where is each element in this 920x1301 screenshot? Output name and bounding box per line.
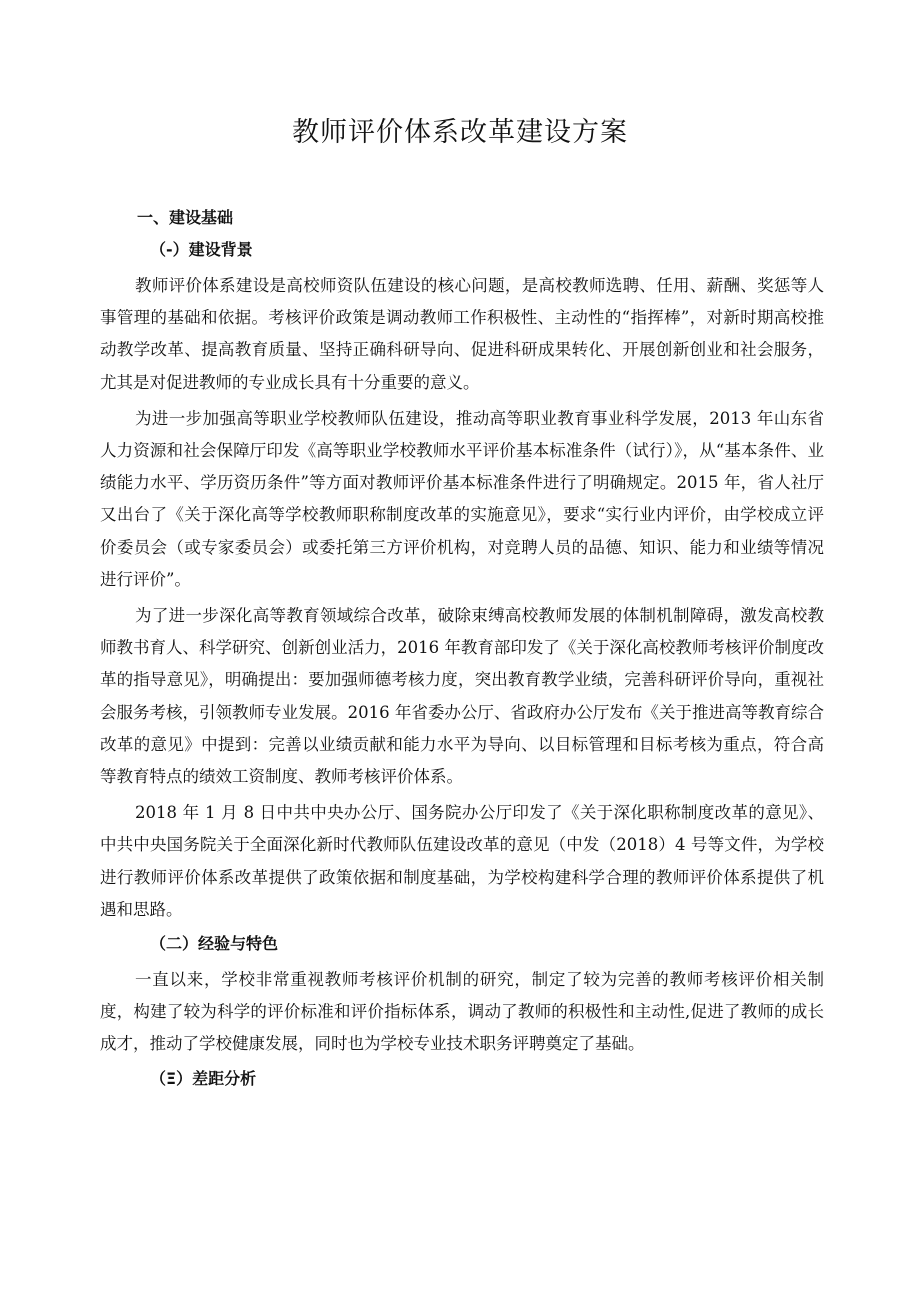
subsection-heading-experience: （二）经验与特色 (150, 934, 279, 954)
paragraph-background-1: 教师评价体系建设是高校师资队伍建设的核心问题，是高校教师选聘、任用、薪酬、奖惩等人事管理的基础和依据。考核评价政策是调动教师工作积极性、主动性的“指挥棒”，对新时期高校推动教学改革、提高教育质量、坚持正确科研导向、促进科研成果转化、开展创新创业和社会服务，尤其是对促进教师的专业成长具有十分重要的意义。 (100, 276, 824, 392)
paragraph-background-2: 为进一步加强高等职业学校教师队伍建设，推动高等职业教育事业科学发展，2013 年山东省人力资源和社会保障厅印发《高等职业学校教师水平评价基本标准条件（试行）》，从“基本条件、业绩能力水平、学历资历条件”等方面对教师评价基本标准条件进行了明确规定。2015 年，省人社厅又出台了《关于深化高等学校教师职称制度改革的实施意见》，要求“实行业内评价，由学校成立评价委员会（或专家委员会）或委托第三方评价机构，对竞聘人员的品德、知识、能力和业绩等情况进行评价”。 (100, 408, 824, 589)
section-heading-foundation: 一、建设基础 (137, 208, 234, 227)
paragraph-background-3: 为了进一步深化高等教育领域综合改革，破除束缚高校教师发展的体制机制障碍，激发高校教师教书育人、科学研究、创新创业活力，2016 年教育部印发了《关于深化高校教师考核评价制度改革的指导意见》，明确提出：要加强师德考核力度，突出教育教学业绩，完善科研评价导向，重视社会服务考核，引领教师专业发展。2016 年省委办公厅、省政府办公厅发布《关于推进高等教育综合改革的意见》中提到：完善以业绩贡献和能力水平为导向、以目标管理和目标考核为重点，符合高等教育特点的绩效工资制度、教师考核评价体系。 (100, 606, 824, 787)
paragraph-background-4: 2018 年 1 月 8 日中共中央办公厅、国务院办公厅印发了《关于深化职称制度改革的意见》、中共中央国务院关于全面深化新时代教师队伍建设改革的意见（中发（2018）4 号等文件，为学校进行教师评价体系改革提供了政策依据和制度基础，为学校构建科学合理的教师评价体系提供了机遇和思路。 (100, 803, 824, 919)
document-title: 教师评价体系改革建设方案 (292, 117, 628, 148)
document-body (100, 204, 824, 1099)
subsection-heading-gap-analysis: （Ξ）差距分析 (150, 1068, 257, 1088)
paragraph-experience-1: 一直以来，学校非常重视教师考核评价机制的研究，制定了较为完善的教师考核评价相关制度，构建了较为科学的评价标准和评价指标体系，调动了教师的积极性和主动性,促进了教师的成长成才，推动了学校健康发展，同时也为学校专业技术职务评聘奠定了基础。 (100, 970, 824, 1054)
subsection-heading-background: （-）建设背景 (150, 240, 253, 259)
